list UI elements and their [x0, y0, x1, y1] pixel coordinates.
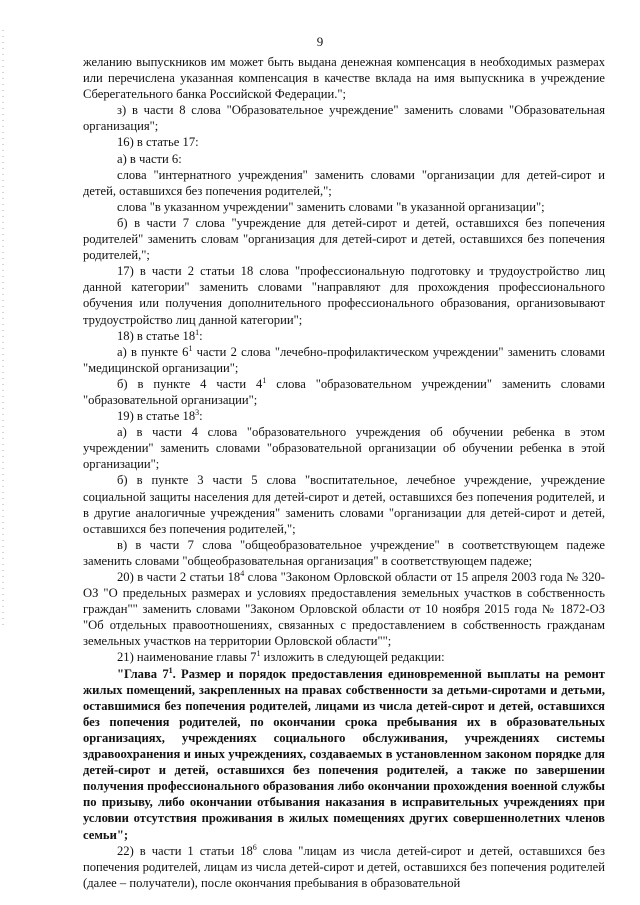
text-run: 22) в части 1 статьи 18 [117, 843, 253, 858]
superscript: 1 [168, 665, 173, 675]
superscript: 1 [256, 649, 261, 659]
text-run: части 2 слова "лечебно-профилактическом учреждении" заменить словами "медицинской организации"; [83, 344, 605, 375]
text-run: 16) в статье 17: [117, 135, 199, 150]
superscript: 6 [252, 842, 257, 852]
text-run: в) в части 7 слова "общеобразовательное учреждение" в соответствующем падеже заменить словами "общеобразовательная организация" в соответствующем падеже; [83, 537, 605, 568]
paragraph [83, 54, 605, 102]
text-run: а) в пункте 6 [117, 344, 189, 359]
paragraph [83, 215, 605, 263]
text-run: б) в пункте 3 части 5 слова "воспитательное, лечебное учреждение, учреждение социальной защиты населения для детей-сирот и детей, оставшихся без попечения родителей, и в другие аналогичные учреждения" заменить словами "организации для детей-сирот и детей, оставшихся без попечения родителей,"; [83, 473, 605, 536]
text-run: 17) в части 2 статьи 18 слова "профессиональную подготовку и трудоустройство лиц данной категории" заменить словами "направляют для прохождения профессионального обучения или получения дополнительного профессионального образования, организовывают трудоустройство лиц данной категории"; [83, 264, 605, 327]
chapter-heading-paragraph [83, 666, 605, 843]
text-run: з) в части 8 слова "Образовательное учреждение" заменить словами "Образовательная организация"; [83, 103, 605, 134]
text-run: : [199, 409, 203, 424]
text-run: б) в пункте 4 части 4 [117, 376, 263, 391]
paragraph [83, 649, 605, 665]
paragraph [83, 537, 605, 569]
paragraph [83, 843, 605, 891]
paragraph [83, 376, 605, 408]
paragraph [83, 263, 605, 327]
paragraph [83, 199, 605, 215]
page-number: 9 [316, 34, 324, 49]
text-run: б) в части 7 слова "учреждение для детей-сирот и детей, оставшихся без попечения родителей" заменить словам "организация для детей-сирот и детей, оставшихся без попечения родителей,"; [83, 215, 605, 263]
text-run: "Глава 7 [117, 666, 169, 681]
paragraph [83, 344, 605, 376]
text-run: слова "Законом Орловской области от 15 апреля 2003 года № 320-ОЗ "О предельных размерах и условиях предоставления земельных участков в собственность граждан"" заменить словами "Законом Орловской области от 10 ноября 2015 года № 1872-ОЗ "Об отдельных правоотношениях, связанных с предоставлением в собственность гражданам земельных участков на территории Орловской области""; [83, 570, 605, 649]
text-run: слова "образовательном учреждении" заменить словами "образовательной организации"; [83, 376, 605, 407]
document-body [83, 54, 605, 891]
text-run: 19) в статье 18 [117, 409, 196, 424]
text-run: : [199, 328, 203, 343]
paragraph [83, 569, 605, 649]
text-run: 21) наименование главы 7 [117, 650, 257, 665]
paragraph [83, 102, 605, 134]
superscript: 4 [240, 568, 245, 578]
superscript: 3 [195, 407, 200, 417]
text-run: а) в части 6: [117, 151, 182, 166]
paragraph [83, 167, 605, 199]
text-run: . Размер и порядок предоставления единовременной выплаты на ремонт жилых помещений, закрепленных на правах собственности за детьми-сиротами и детьми, оставшимися без попечения родителей, лицами из числа детей-сирот и детей, оставшихся без попечения родителей, по окончании срока пребывания их в образовательных организациях, учреждениях социального обслуживания, учреждениях системы здравоохранения и иных учреждениях, создаваемых в установленном законом порядке для детей-сирот и детей, оставшихся без попечения родителей, а также по завершении получения профессионального образования либо окончании прохождения военной службы по призыву, либо окончании отбывания наказания в исправительных учреждениях при условии отсутствия проживания в жилых помещениях других совершеннолетних членов семьи"; [83, 666, 605, 842]
superscript: 1 [188, 343, 193, 353]
text-run: слова "в указанном учреждении" заменить словами "в указанной организации"; [117, 199, 545, 214]
superscript: 1 [262, 375, 267, 385]
text-run: слова "интернатного учреждения" заменить словами "организации для детей-сирот и детей, оставшихся без попечения родителей,"; [83, 167, 605, 198]
paragraph [83, 134, 605, 150]
text-run: 18) в статье 18 [117, 328, 196, 343]
scan-margin-marks [2, 30, 4, 630]
paragraph [83, 424, 605, 472]
paragraph [83, 408, 605, 424]
paragraph [83, 328, 605, 344]
paragraph [83, 472, 605, 536]
paragraph [83, 151, 605, 167]
superscript: 1 [195, 327, 200, 337]
text-run: а) в части 4 слова "образовательного учреждения об обучении ребенка в этом учреждении" заменить словами "образовательной организации об обучении ребенка в этой организации"; [83, 425, 605, 472]
text-run: 20) в части 2 статьи 18 [117, 570, 241, 584]
text-run: желанию выпускников им может быть выдана денежная компенсация в необходимых размерах или перечислена указанная компенсация в качестве вклада на имя выпускника в учреждение Сберегательного банка Российской Федерации."; [83, 55, 605, 102]
text-run: слова "лицам из числа детей-сирот и детей, оставшихся без попечения родителей, лицам из числа детей-сирот и детей, оставшихся без попечения родителей (далее – получатели), после окончания пребывания в образовательной [83, 843, 606, 890]
text-run: изложить в следующей редакции: [260, 650, 445, 665]
